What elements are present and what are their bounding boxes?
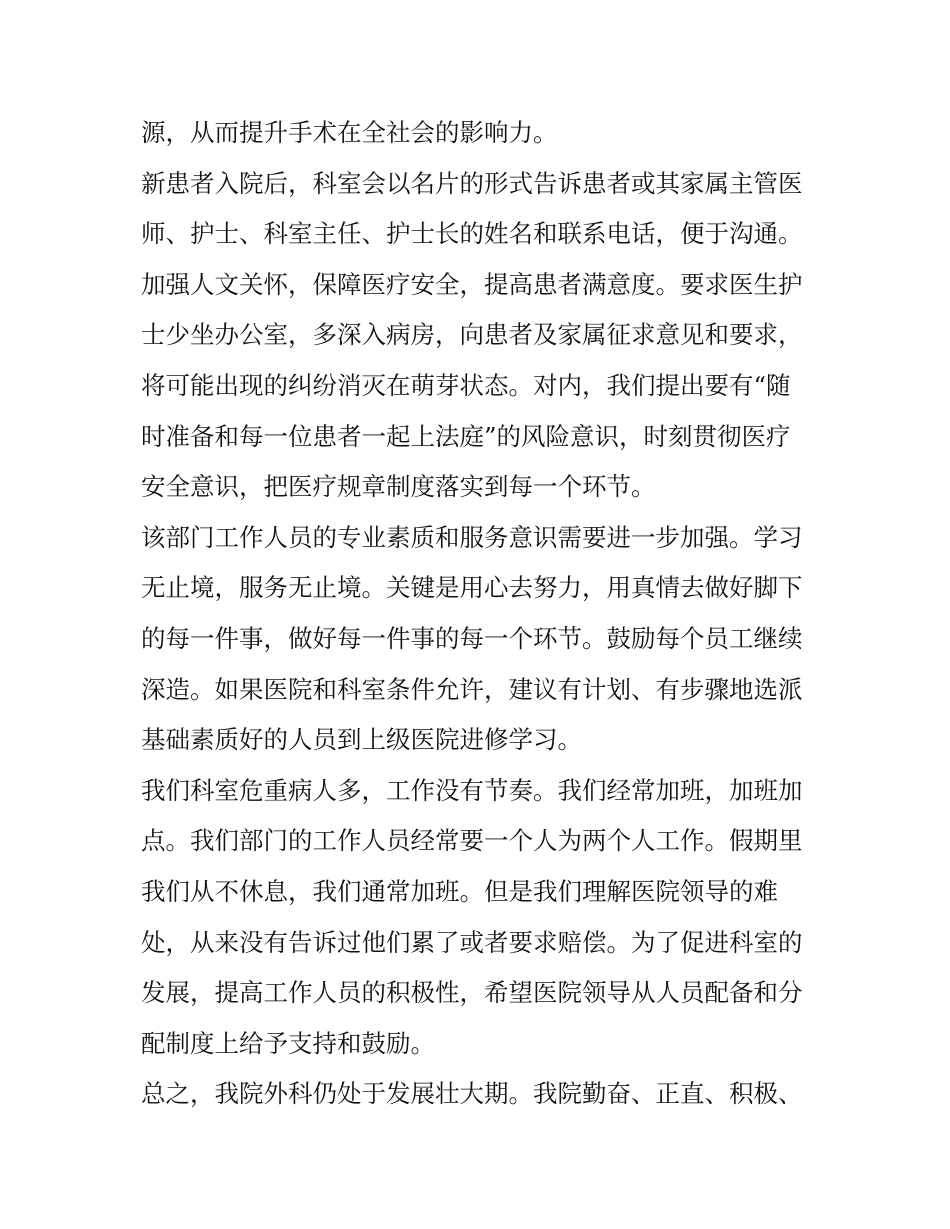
text-line: 我们从不休息，我们通常加班。但是我们理解医院领导的难 [141, 876, 778, 906]
text-line: 安全意识，把医疗规章制度落实到每一个环节。 [141, 472, 656, 502]
text-line: 深造。如果医院和科室条件允许，建议有计划、有步骤地选派 [141, 674, 803, 704]
text-line: 配制度上给予支持和鼓励。 [141, 1028, 435, 1058]
text-line: 士少坐办公室，多深入病房，向患者及家属征求意见和要求， [141, 320, 803, 350]
text-line: 新患者入院后，科室会以名片的形式告诉患者或其家属主管医 [141, 168, 803, 198]
text-line: 该部门工作人员的专业素质和服务意识需要进一步加强。学习 [141, 522, 803, 552]
text-line: 加强人文关怀，保障医疗安全，提高患者满意度。要求医生护 [141, 269, 803, 299]
text-line: 基础素质好的人员到上级医院进修学习。 [141, 725, 582, 755]
text-line: 发展，提高工作人员的积极性，希望医院领导从人员配备和分 [141, 978, 803, 1008]
text-line: 点。我们部门的工作人员经常要一个人为两个人工作。假期里 [141, 826, 803, 856]
text-line: 师、护士、科室主任、护士长的姓名和联系电话，便于沟通。 [141, 219, 803, 249]
body-text [141, 108, 821, 1120]
text-line: 时准备和每一位患者一起上法庭”的风险意识，时刻贯彻医疗 [141, 421, 791, 451]
text-line: 我们科室危重病人多，工作没有节奏。我们经常加班，加班加 [141, 775, 803, 805]
text-line: 总之，我院外科仍处于发展壮大期。我院勤奋、正直、积极、 [141, 1079, 803, 1109]
text-line: 无止境，服务无止境。关键是用心去努力，用真情去做好脚下 [141, 573, 803, 603]
text-line: 源，从而提升手术在全社会的影响力。 [141, 118, 558, 147]
text-line: 的每一件事，做好每一件事的每一个环节。鼓励每个员工继续 [141, 623, 803, 653]
text-line: 将可能出现的纠纷消灭在萌芽状态。对内，我们提出要有“随 [141, 370, 791, 400]
text-line: 处，从来没有告诉过他们累了或者要求赔偿。为了促进科室的 [141, 927, 803, 957]
